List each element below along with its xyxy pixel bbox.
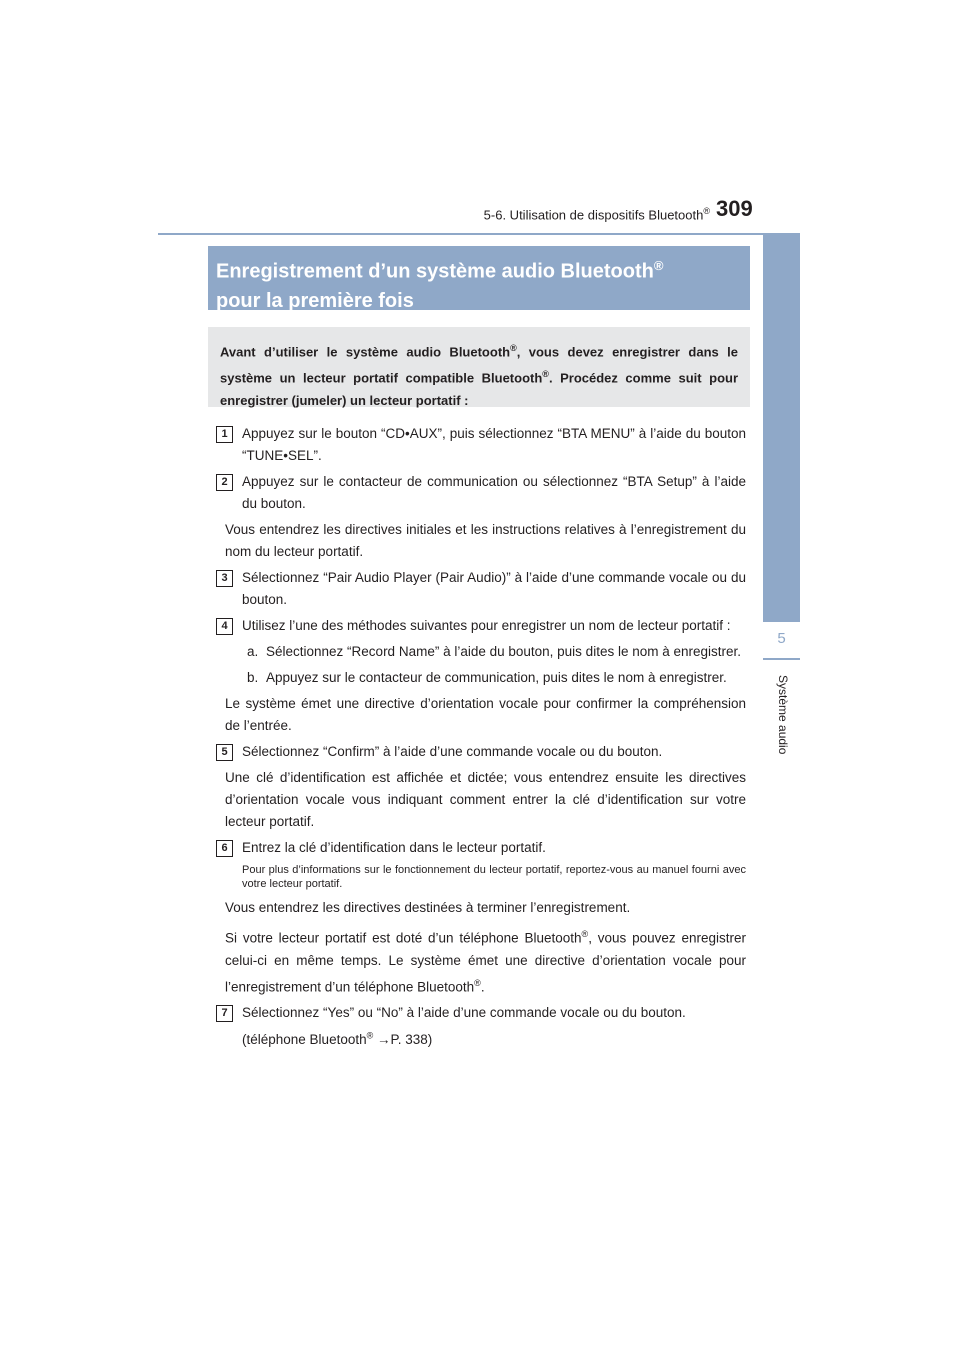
running-header: 5-6. Utilisation de dispositifs Bluetooth® [483, 206, 710, 223]
step-number: 4 [216, 618, 233, 635]
step-number: 1 [216, 426, 233, 443]
section-title: Enregistrement d’un système audio Bluetooth® pour la première fois [208, 246, 750, 310]
paragraph: Vous entendrez les directives destinées à terminer l’enregistrement. [225, 900, 631, 915]
step-number: 6 [216, 840, 233, 857]
paragraph: Une clé d’identification est affichée et dictée; vous entendrez ensuite les directives d’orientation vocale vous indiquant comment entrer la clé d’identification sur votre lecteur portatif. [225, 770, 746, 829]
page-reference: (téléphone Bluetooth® →P. 338) [242, 1030, 433, 1047]
header-rule [158, 233, 800, 235]
intro-box: Avant d’utiliser le système audio Bluetooth®, vous devez enregistrer dans le système un lecteur portatif compatible Bluetooth®. Procédez comme suit pour enregistrer (jumeler) un lecteur portatif : [208, 327, 750, 407]
step-6: 6 Entrez la clé d’identification dans le lecteur portatif. [216, 837, 746, 859]
step-7: 7 Sélectionnez “Yes” ou “No” à l’aide d’une commande vocale ou du bouton. (téléphone Bluetooth® →P. 338) [216, 1002, 746, 1051]
sub-item-b: b. Appuyez sur le contacteur de communication, puis dites le nom à enregistrer. [247, 670, 727, 685]
instructions [216, 423, 746, 1055]
step-number: 3 [216, 570, 233, 587]
page-number: 309 [716, 196, 753, 221]
step-5: 5 Sélectionnez “Confirm” à l’aide d’une commande vocale ou du bouton. [216, 741, 746, 763]
note: Pour plus d’informations sur le fonctionnement du lecteur portatif, reportez-vous au manuel fourni avec votre lecteur portatif. [242, 864, 746, 890]
paragraph: Le système émet une directive d’orientation vocale pour confirmer la compréhension de l’entrée. [225, 696, 746, 733]
step-2: 2 Appuyez sur le contacteur de communication ou sélectionnez “BTA Setup” à l’aide du bouton. [216, 471, 746, 515]
sub-item-a: a. Sélectionnez “Record Name” à l’aide du bouton, puis dites le nom à enregistrer. [247, 644, 742, 659]
step-4: 4 Utilisez l’une des méthodes suivantes pour enregistrer un nom de lecteur portatif : [216, 615, 746, 637]
step-number: 2 [216, 474, 233, 491]
step-number: 5 [216, 744, 233, 761]
chapter-tab [763, 235, 800, 622]
paragraph: Si votre lecteur portatif est doté d’un téléphone Bluetooth®, vous pouvez enregistrer celui-ci en même temps. Le système émet une directive d’orientation vocale pour l’enregistrement d’un téléphone Bluetooth®. [225, 929, 746, 994]
chapter-rule [763, 658, 800, 660]
chapter-number: 5 [777, 630, 786, 647]
step-number: 7 [216, 1005, 233, 1022]
paragraph: Vous entendrez les directives initiales et les instructions relatives à l’enregistrement du nom du lecteur portatif. [225, 522, 746, 559]
step-1: 1 Appuyez sur le bouton “CD•AUX”, puis sélectionnez “BTA MENU” à l’aide du bouton “TUNE•SEL”. [216, 423, 746, 467]
chapter-label: Système audio [776, 675, 790, 755]
step-3: 3 Sélectionnez “Pair Audio Player (Pair Audio)” à l’aide d’une commande vocale ou du bouton. [216, 567, 746, 611]
